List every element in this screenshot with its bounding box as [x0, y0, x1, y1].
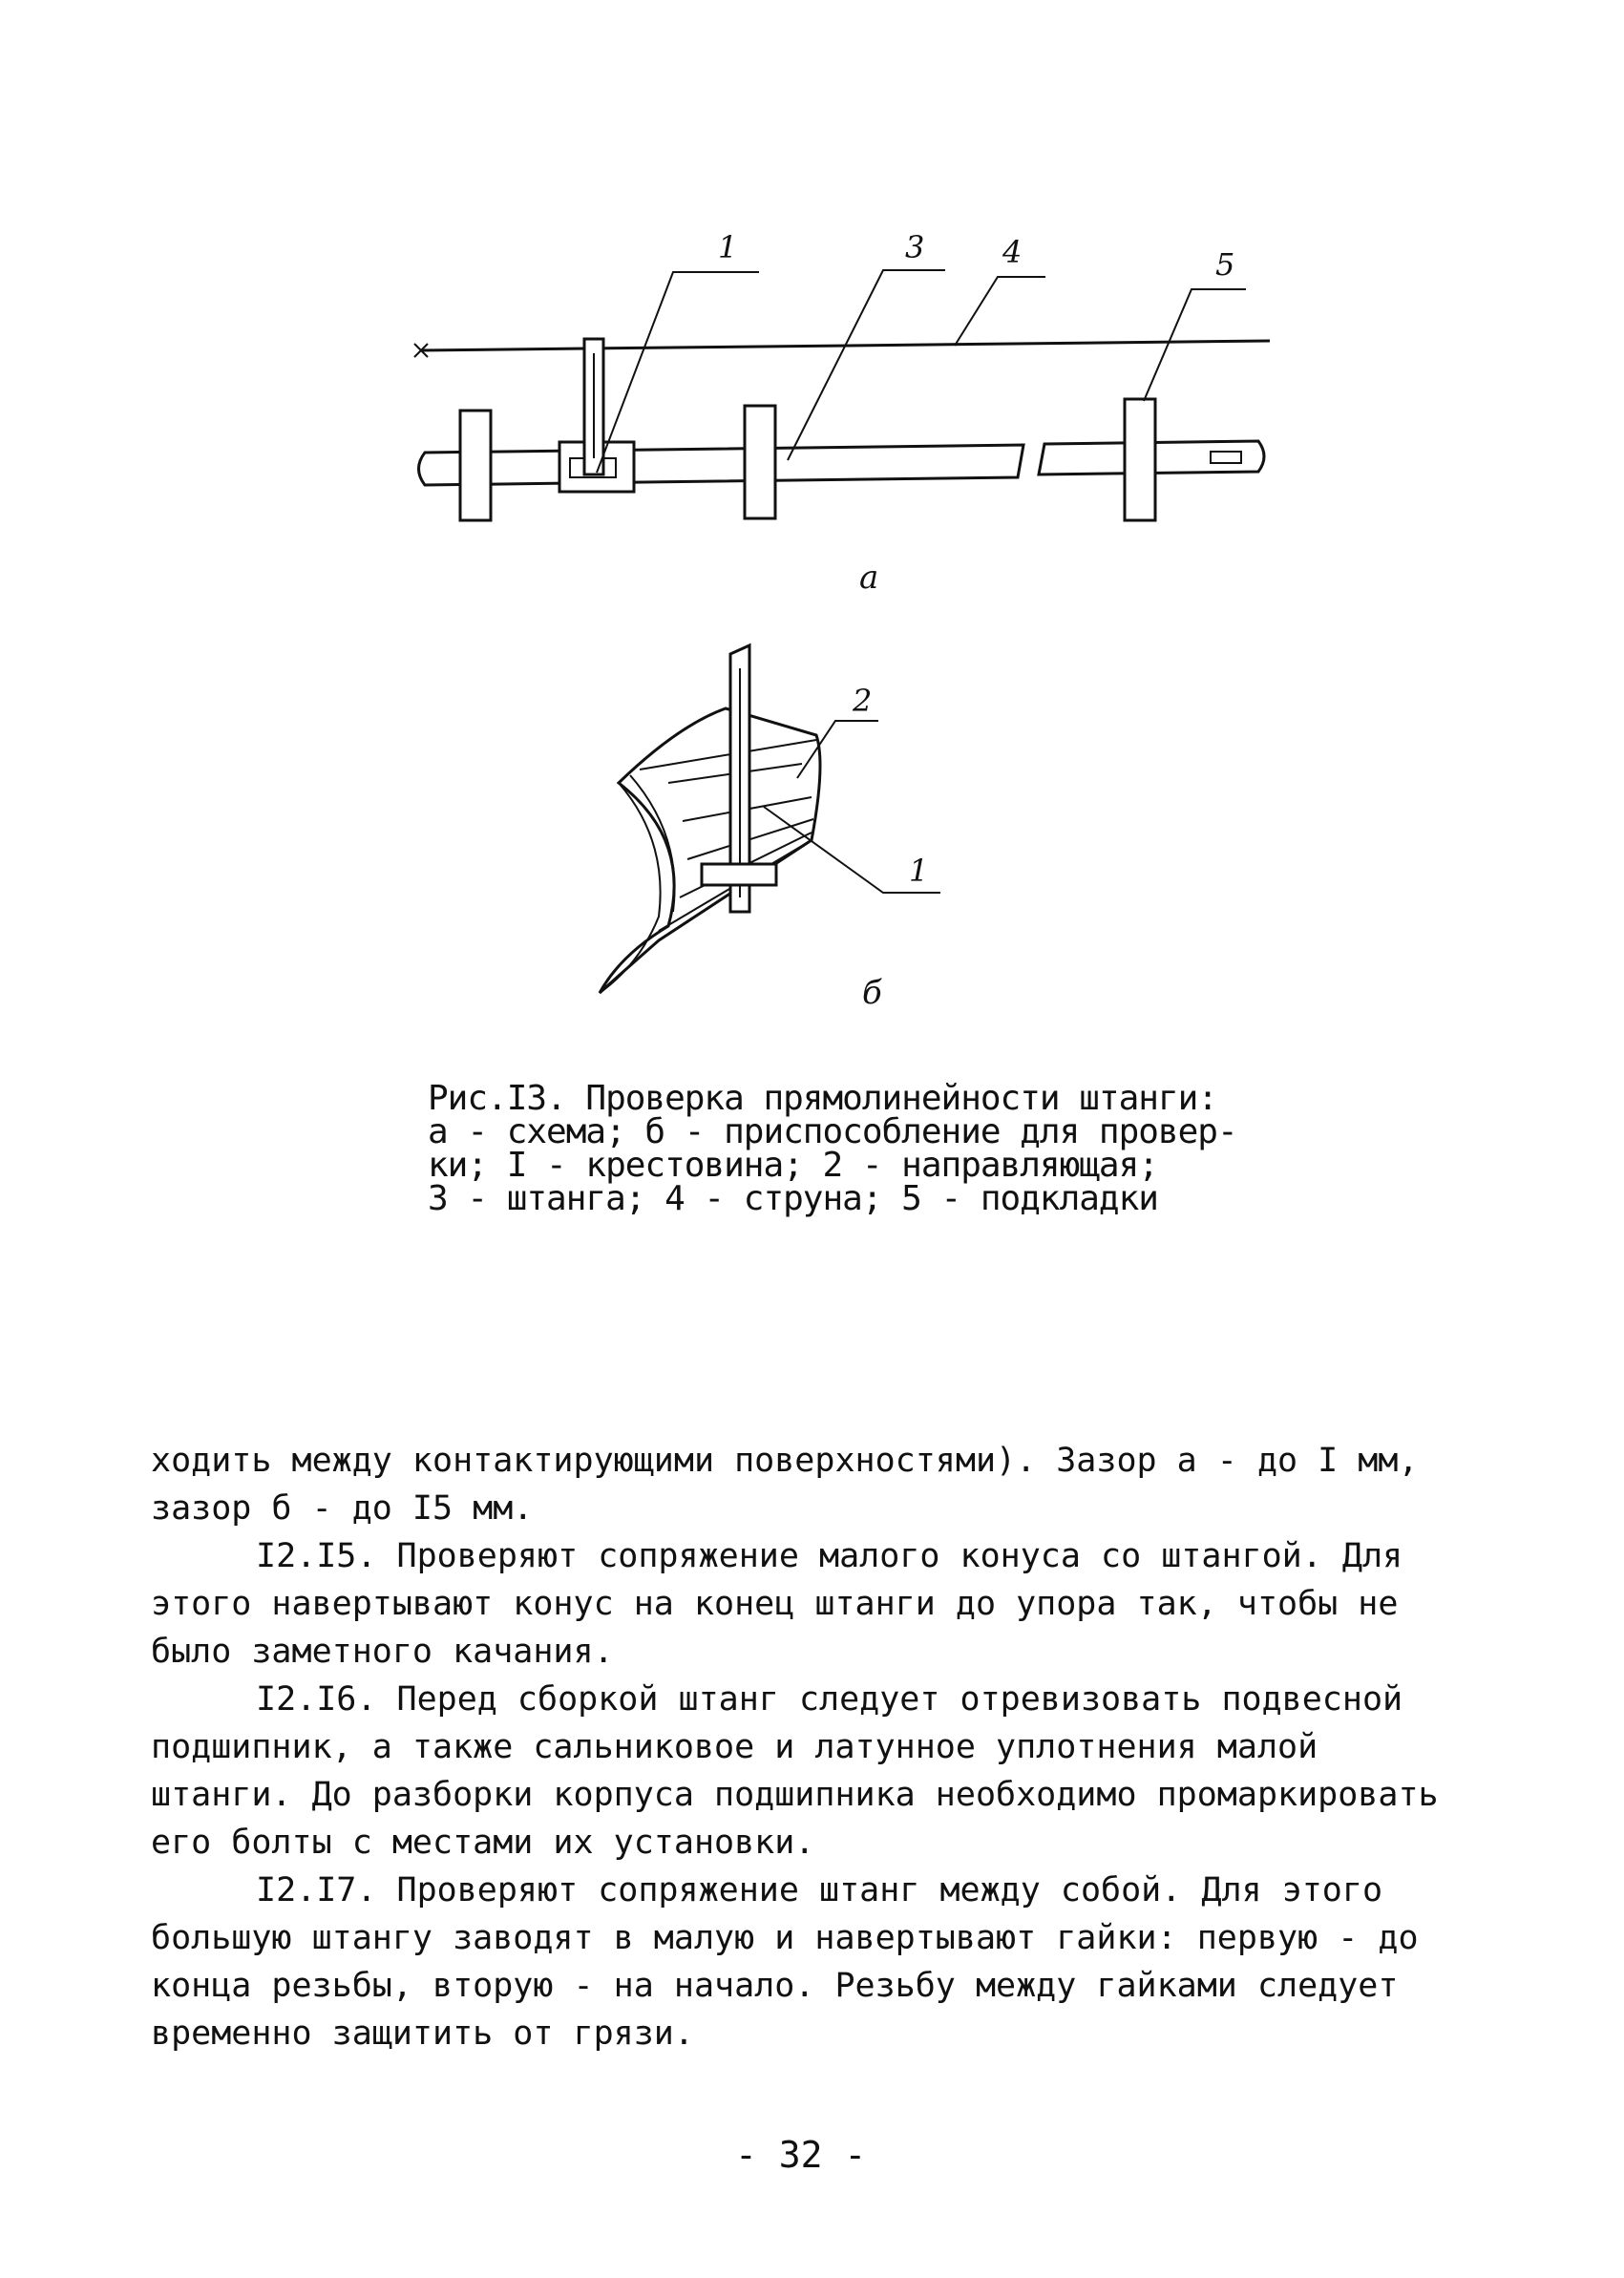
- figure-caption: [428, 1079, 1287, 1218]
- page-number: - 32 -: [735, 2134, 867, 2176]
- paragraph: I2.I5. Проверяют сопряжение малого конуса со штангой. Для этого навертывают конус на конец штанги до упора так, чтобы не было заметного качания.: [151, 1537, 1403, 1671]
- leader-4: [955, 277, 1045, 346]
- rod-slot: [1211, 452, 1241, 463]
- device-b: [600, 645, 940, 993]
- callout-3: 3: [905, 229, 925, 265]
- caption-line: а - схема; б - приспособление для провер-: [428, 1112, 1237, 1151]
- figure-13: [0, 0, 1624, 1069]
- caption-line: 3 - штанга; 4 - струна; 5 - подкладки: [428, 1179, 1158, 1218]
- guide: [600, 708, 820, 993]
- callout-1b: 1: [909, 853, 929, 889]
- caption-line: ки; I - крестовина; 2 - направляющая;: [428, 1146, 1158, 1185]
- support-pad: [460, 411, 491, 520]
- figure-drawing: [0, 0, 1624, 1069]
- device-crosspiece: [702, 864, 776, 885]
- sublabel-b: б: [862, 974, 882, 1012]
- scheme-a: [414, 270, 1270, 520]
- callout-2: 2: [853, 683, 873, 719]
- rod: [419, 445, 1024, 485]
- caption-line: Рис.I3. Проверка прямолинейности штанги:: [428, 1079, 1217, 1118]
- paragraph: I2.I6. Перед сборкой штанг следует отревизовать подвесной подшипник, а также сальниковое и латунное уплотнения малой штанги. До разборки корпуса подшипника необходимо промаркировать его болты с местами их установки.: [151, 1680, 1439, 1862]
- support-pad: [1125, 399, 1155, 520]
- callout-5: 5: [1215, 246, 1235, 283]
- leader-5: [1144, 289, 1246, 401]
- support-pad: [745, 406, 775, 518]
- leader-2: [797, 721, 878, 778]
- paragraph: I2.I7. Проверяют сопряжение штанг между собой. Для этого большую штангу заводят в малую и навертывают гайки: первую - до конца резьбы, вторую - на начало. Резьбу между гайками следует временно защитить от грязи.: [151, 1871, 1419, 2053]
- body-text: [151, 1437, 1459, 2057]
- callout-1: 1: [718, 229, 738, 265]
- sublabel-a: а: [859, 559, 879, 597]
- paragraph: ходить между контактирующими поверхностями). Зазор а - до I мм, зазор б - до I5 мм.: [151, 1442, 1419, 1528]
- callout-4: 4: [1002, 234, 1023, 270]
- leader-3: [788, 270, 945, 460]
